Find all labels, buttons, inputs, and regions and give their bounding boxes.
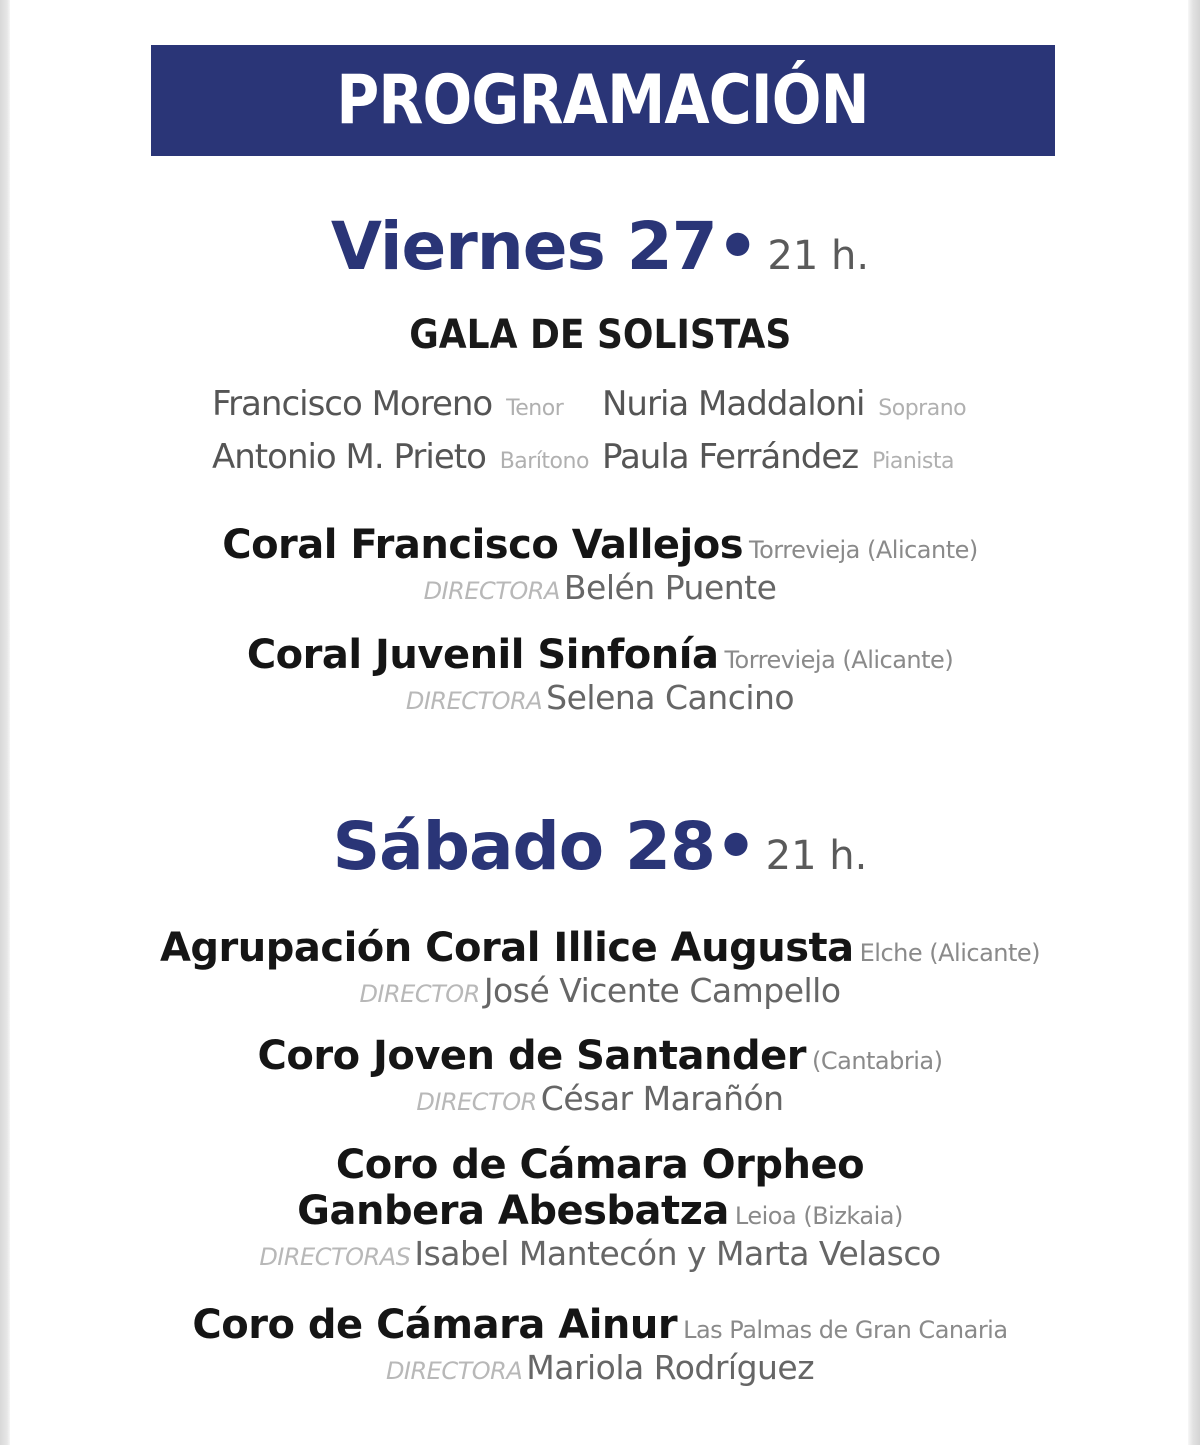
director-name: José Vicente Campello bbox=[483, 971, 841, 1010]
choir-title-row bbox=[0, 1188, 1200, 1234]
day-heading-friday bbox=[0, 208, 1200, 285]
choir-title-row bbox=[0, 522, 1200, 568]
choir-name-line2: Ganbera Abesbatza bbox=[297, 1188, 729, 1234]
director-name: Isabel Mantecón y Marta Velasco bbox=[414, 1234, 941, 1273]
day-time: 21 h. bbox=[765, 833, 868, 879]
director-label: DIRECTORA bbox=[385, 1357, 523, 1385]
day-name: Sábado 28• bbox=[332, 808, 757, 885]
choir-title-row bbox=[0, 925, 1200, 971]
choir-entry bbox=[0, 632, 1200, 717]
choir-entry bbox=[0, 1302, 1200, 1387]
soloist-name: Antonio M. Prieto bbox=[212, 437, 486, 477]
event-title: GALA DE SOLISTAS bbox=[408, 312, 792, 358]
soloist-role: Soprano bbox=[878, 396, 967, 421]
choir-entry bbox=[0, 522, 1200, 607]
event-title-row bbox=[0, 312, 1200, 358]
choir-title-row bbox=[0, 632, 1200, 678]
director-row bbox=[0, 971, 1200, 1010]
soloists-row bbox=[212, 437, 992, 490]
director-row bbox=[0, 568, 1200, 607]
choir-name: Agrupación Coral Illice Augusta bbox=[159, 925, 854, 971]
director-name: Selena Cancino bbox=[546, 678, 795, 717]
choir-title-row bbox=[0, 1142, 1200, 1188]
choir-title-row bbox=[0, 1302, 1200, 1348]
director-row bbox=[0, 1234, 1200, 1273]
choir-place: Torrevieja (Alicante) bbox=[724, 646, 954, 674]
choir-name: Coral Francisco Vallejos bbox=[222, 522, 744, 568]
soloist-role: Barítono bbox=[499, 449, 589, 474]
director-name: César Marañón bbox=[540, 1079, 784, 1118]
choir-entry bbox=[0, 1033, 1200, 1118]
soloist-role: Pianista bbox=[871, 449, 954, 474]
header-banner bbox=[151, 45, 1055, 156]
soloist-name: Nuria Maddaloni bbox=[602, 384, 865, 424]
director-row bbox=[0, 1079, 1200, 1118]
choir-place: Elche (Alicante) bbox=[859, 939, 1041, 967]
choir-place: (Cantabria) bbox=[811, 1047, 943, 1075]
soloist bbox=[602, 384, 992, 424]
director-row bbox=[0, 1348, 1200, 1387]
choir-name: Coro Joven de Santander bbox=[257, 1033, 806, 1079]
choir-name-line1: Coro de Cámara Orpheo bbox=[335, 1142, 865, 1188]
director-name: Belén Puente bbox=[563, 568, 777, 607]
soloist-name: Paula Ferrández bbox=[602, 437, 859, 477]
director-label: DIRECTORA bbox=[405, 687, 543, 715]
choir-entry bbox=[0, 925, 1200, 1010]
soloists-row bbox=[212, 384, 992, 437]
director-label: DIRECTOR bbox=[416, 1088, 537, 1116]
choir-name: Coral Juvenil Sinfonía bbox=[246, 632, 719, 678]
soloist bbox=[212, 384, 602, 424]
director-label: DIRECTORAS bbox=[259, 1243, 411, 1271]
page-title: PROGRAMACIÓN bbox=[336, 60, 870, 140]
choir-entry bbox=[0, 1142, 1200, 1273]
choir-place: Las Palmas de Gran Canaria bbox=[683, 1316, 1008, 1344]
day-time: 21 h. bbox=[767, 233, 870, 279]
choir-name: Coro de Cámara Ainur bbox=[192, 1302, 678, 1348]
director-name: Mariola Rodríguez bbox=[526, 1348, 815, 1387]
day-name: Viernes 27• bbox=[330, 208, 758, 285]
choir-title-row bbox=[0, 1033, 1200, 1079]
soloist bbox=[602, 437, 992, 477]
choir-place: Leioa (Bizkaia) bbox=[734, 1202, 903, 1230]
soloist-name: Francisco Moreno bbox=[212, 384, 493, 424]
soloist-role: Tenor bbox=[506, 396, 564, 421]
choir-place: Torrevieja (Alicante) bbox=[749, 536, 978, 564]
director-row bbox=[0, 678, 1200, 717]
director-label: DIRECTOR bbox=[359, 980, 480, 1008]
day-heading-saturday bbox=[0, 808, 1200, 885]
soloists-list bbox=[212, 384, 992, 490]
soloist bbox=[212, 437, 602, 477]
director-label: DIRECTORA bbox=[423, 577, 560, 605]
